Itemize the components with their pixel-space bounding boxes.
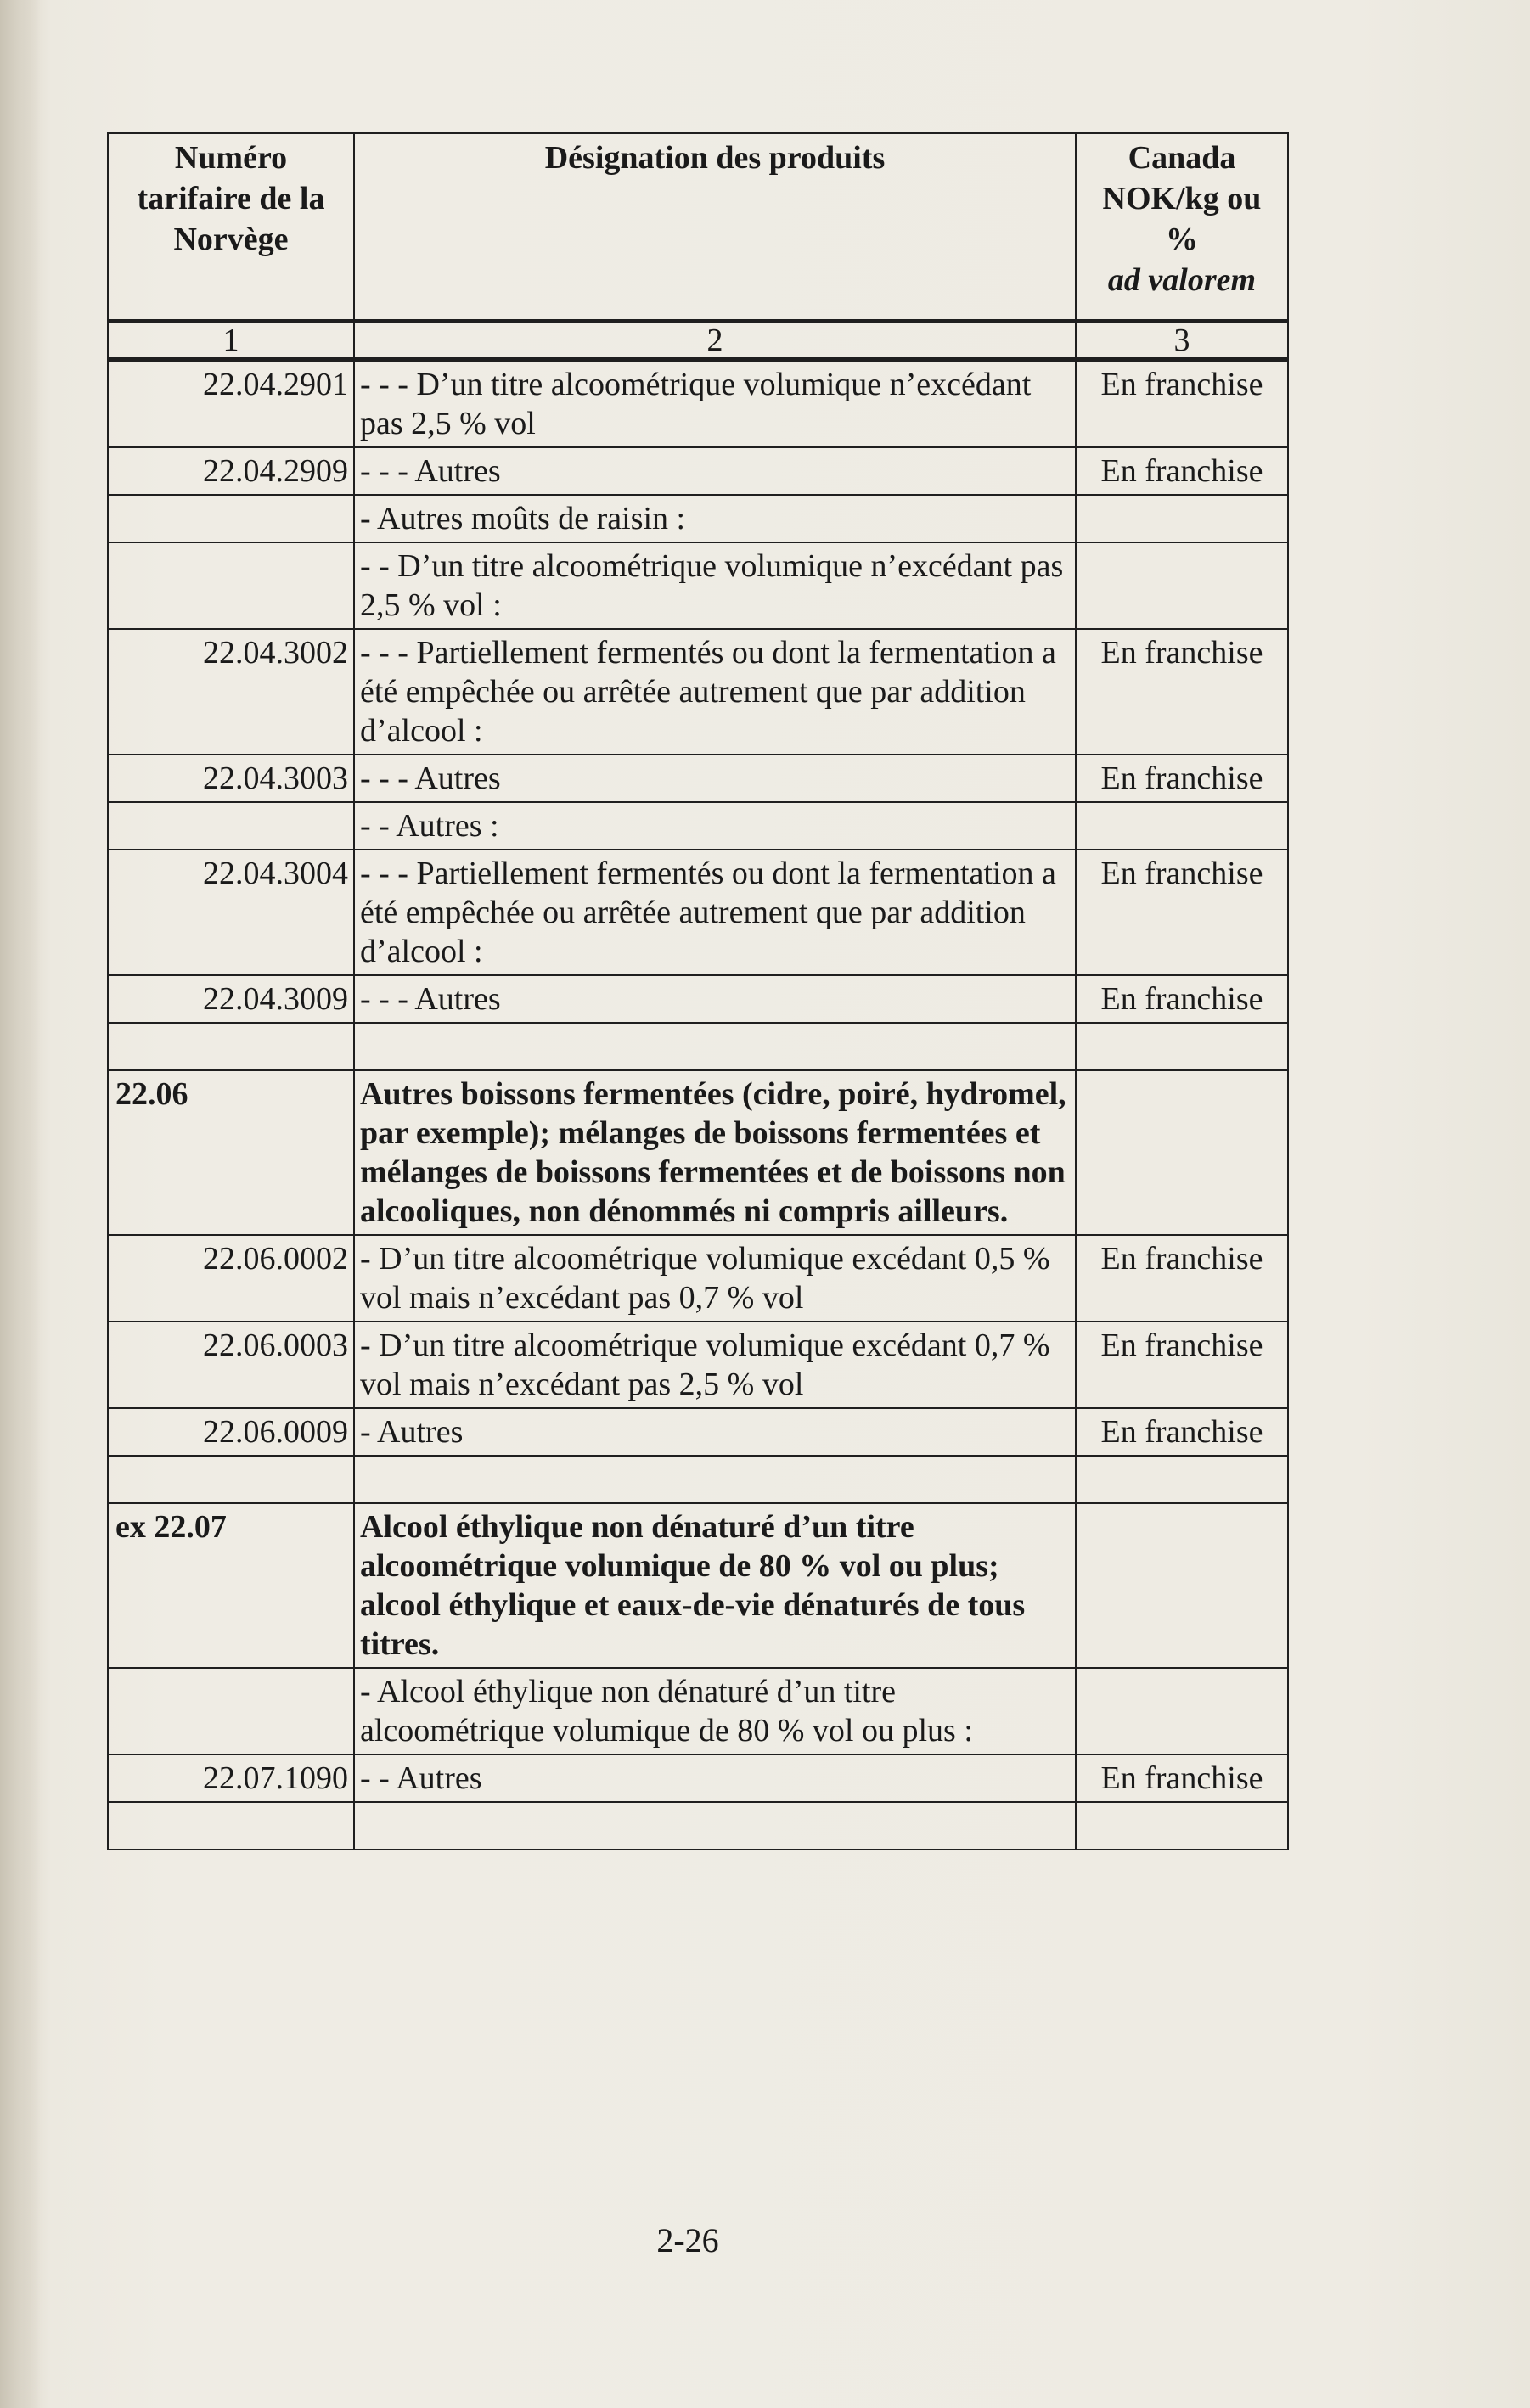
canada-rate-cell	[1076, 802, 1288, 850]
canada-rate-cell	[1076, 1023, 1288, 1070]
column-number-3: 3	[1076, 322, 1288, 360]
product-description-cell: - D’un titre alcoométrique volumique excédant 0,7 % vol mais n’excédant pas 2,5 % vol	[354, 1322, 1076, 1408]
table-row	[108, 1322, 1288, 1408]
tariff-code-cell: 22.04.3002	[108, 629, 354, 755]
canada-rate-cell: En franchise	[1076, 850, 1288, 975]
canada-rate-cell	[1076, 542, 1288, 629]
table-row	[108, 495, 1288, 542]
tariff-code-cell	[108, 495, 354, 542]
canada-rate-cell	[1076, 1503, 1288, 1668]
table-row	[108, 447, 1288, 495]
tariff-code-cell	[108, 542, 354, 629]
table-row	[108, 1754, 1288, 1802]
column-number-2: 2	[354, 322, 1076, 360]
tariff-body	[108, 360, 1288, 1850]
header-row	[108, 133, 1288, 322]
canada-rate-cell: En franchise	[1076, 1322, 1288, 1408]
tariff-code-cell	[108, 1802, 354, 1850]
canada-rate-cell: En franchise	[1076, 447, 1288, 495]
canada-rate-cell: En franchise	[1076, 629, 1288, 755]
product-description-cell	[354, 1023, 1076, 1070]
header-col3-italic: ad valorem	[1107, 262, 1257, 298]
product-description-cell: - - - Partiellement fermentés ou dont la fermentation a été empêchée ou arrêtée autrement que par addition d’alcool :	[354, 850, 1076, 975]
product-description-cell: - - - D’un titre alcoométrique volumique n’excédant pas 2,5 % vol	[354, 360, 1076, 448]
canada-rate-cell: En franchise	[1076, 1408, 1288, 1456]
table-row	[108, 1235, 1288, 1322]
canada-rate-cell: En franchise	[1076, 975, 1288, 1023]
tariff-code-cell: 22.04.2909	[108, 447, 354, 495]
header-canada-rate	[1076, 133, 1288, 322]
canada-rate-cell	[1076, 1802, 1288, 1850]
table-row	[108, 1456, 1288, 1503]
canada-rate-cell	[1076, 1070, 1288, 1235]
header-tariff-number	[108, 133, 354, 322]
table-row	[108, 1802, 1288, 1850]
tariff-code-cell: 22.06.0003	[108, 1322, 354, 1408]
tariff-code-cell	[108, 1668, 354, 1754]
table-row	[108, 975, 1288, 1023]
tariff-code-cell	[108, 1023, 354, 1070]
product-description-cell: - - Autres :	[354, 802, 1076, 850]
tariff-code-cell: ex 22.07	[108, 1503, 354, 1668]
header-product-designation	[354, 133, 1076, 322]
header-col1-line1: Numéro	[174, 140, 288, 176]
header-col1-line2: tarifaire de la	[137, 181, 325, 216]
product-description-cell: - - - Autres	[354, 447, 1076, 495]
header-col3-line2: NOK/kg ou	[1102, 181, 1262, 216]
product-description-cell: - - D’un titre alcoométrique volumique n’excédant pas 2,5 % vol :	[354, 542, 1076, 629]
tariff-table	[107, 132, 1289, 1850]
header-col2-label: Désignation des produits	[544, 140, 886, 176]
product-description-cell	[354, 1802, 1076, 1850]
product-description-cell: - - Autres	[354, 1754, 1076, 1802]
table-row	[108, 802, 1288, 850]
table-row	[108, 755, 1288, 802]
tariff-code-cell	[108, 1456, 354, 1503]
canada-rate-cell: En franchise	[1076, 360, 1288, 448]
table-row	[108, 1070, 1288, 1235]
product-description-cell: - - - Partiellement fermentés ou dont la fermentation a été empêchée ou arrêtée autrement que par addition d’alcool :	[354, 629, 1076, 755]
table-row	[108, 360, 1288, 448]
product-description-cell: - D’un titre alcoométrique volumique excédant 0,5 % vol mais n’excédant pas 0,7 % vol	[354, 1235, 1076, 1322]
tariff-code-cell: 22.06.0002	[108, 1235, 354, 1322]
product-description-cell: - - - Autres	[354, 975, 1076, 1023]
tariff-code-cell: 22.04.2901	[108, 360, 354, 448]
table-row	[108, 850, 1288, 975]
tariff-code-cell: 22.06	[108, 1070, 354, 1235]
header-col1-line3: Norvège	[173, 222, 289, 257]
table-row	[108, 629, 1288, 755]
tariff-code-cell: 22.04.3003	[108, 755, 354, 802]
table-row	[108, 542, 1288, 629]
tariff-code-cell: 22.04.3009	[108, 975, 354, 1023]
canada-rate-cell	[1076, 495, 1288, 542]
binding-shadow	[0, 0, 41, 2408]
tariff-code-cell: 22.06.0009	[108, 1408, 354, 1456]
tariff-code-cell: 22.04.3004	[108, 850, 354, 975]
product-description-cell	[354, 1456, 1076, 1503]
canada-rate-cell: En franchise	[1076, 1235, 1288, 1322]
product-description-cell: - Autres moûts de raisin :	[354, 495, 1076, 542]
header-col3-line1: Canada	[1128, 140, 1236, 176]
table-row	[108, 1023, 1288, 1070]
tariff-code-cell: 22.07.1090	[108, 1754, 354, 1802]
product-description-cell: Alcool éthylique non dénaturé d’un titre alcoométrique volumique de 80 % vol ou plus; alcool éthylique et eaux-de-vie dénaturés de tous titres.	[354, 1503, 1076, 1668]
canada-rate-cell: En franchise	[1076, 755, 1288, 802]
product-description-cell: - Alcool éthylique non dénaturé d’un titre alcoométrique volumique de 80 % vol ou plus :	[354, 1668, 1076, 1754]
tariff-code-cell	[108, 802, 354, 850]
product-description-cell: Autres boissons fermentées (cidre, poiré, hydromel, par exemple); mélanges de boissons fermentées et mélanges de boissons fermentées et de boissons non alcooliques, non dénommés ni compris ailleurs.	[354, 1070, 1076, 1235]
canada-rate-cell	[1076, 1668, 1288, 1754]
table-row	[108, 1503, 1288, 1668]
header-col3-line3: %	[1166, 222, 1198, 257]
column-number-1: 1	[108, 322, 354, 360]
table-row	[108, 1408, 1288, 1456]
product-description-cell: - - - Autres	[354, 755, 1076, 802]
page-number: 2-26	[656, 2221, 719, 2259]
table-row	[108, 1668, 1288, 1754]
canada-rate-cell	[1076, 1456, 1288, 1503]
product-description-cell: - Autres	[354, 1408, 1076, 1456]
column-number-row	[108, 322, 1288, 360]
canada-rate-cell: En franchise	[1076, 1754, 1288, 1802]
